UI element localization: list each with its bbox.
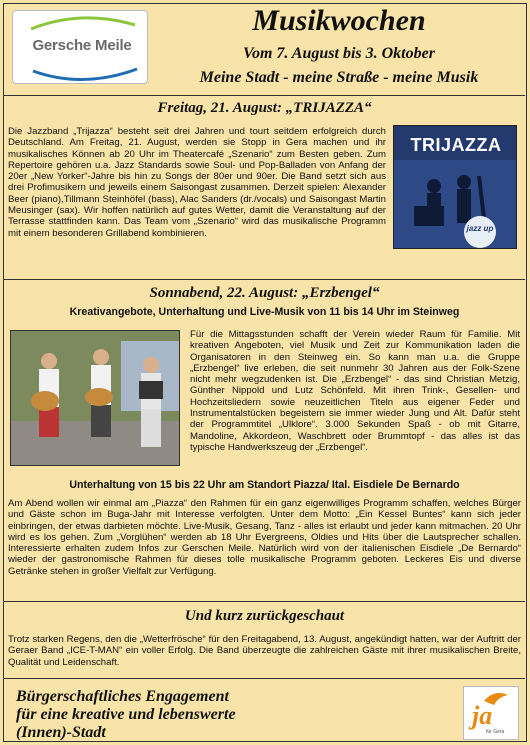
footer-line-2: für eine kreative und lebenswerte	[16, 706, 236, 723]
ja-fuer-gera-logo	[463, 686, 519, 740]
section-trijazza-text: Die Jazzband „Trijazza“ besteht seit drei Jahren und tourt seitdem erfolgreich durch Deutschland. Am Freitag, 21. August, werden sie Stopp in Gera machen und ihr musikalisches Können ab 20 Uhr im Theatercafé „Szenario“ zum Besten geben. Zum Repertoire gehören u.a. Jazz Standards sowie Soul- und Pop-Balladen von Anfang der 20er „New Yorker“-Jahre bis hin zu Songs der 80er und 90er. Die Band setzt sich aus drei Profimusikern und jeweils einem Saisongast zusammen. Derzeit spielen: Alexander Beer (piano),Tillmann Steinhöfel (bass), Alac Sanders (dr./vocals) und Saisongast Martin Meusinger (sax). Wir hoffen natürlich auf gutes Wetter, damit die Veranstaltung auf der Terrasse stattfinden kann. Das Team vom „Szenario“ wird das musikalische Programm mit einem besonderen Grillabend kombinieren.	[8, 126, 386, 239]
page-title: Musikwochen	[252, 4, 426, 37]
section-piazza-text: Am Abend wollen wir einmal am „Piazza“ den Rahmen für ein ganz eigenwilliges Programm schaffen, welches Bürger und Gäste schon im Buga-Jahr mit Interesse verfolgten. Unter dem Motto: „Ein Kessel Buntes“ kann sich jeder einbringen, der etwas darbieten möchte. Live-Musik, Gesang, Tanz - alles ist erlaubt und jeder kann mitmachen. 20 Uhr wird es los gehen. Zum „Vorglühen“ werden ab 18 Uhr Evergreens, Oldies und Hits über die Lautsprecher schallen. Interessierte erhalten zudem Infos zur Gerschen Meile. Natürlich wird von der italienischen Eisdiele „De Bernardo“ wieder der gastronomische Rahmen für dieses tolle musikalische Programm geboten. Leckeres Eis und diverse Getränke stehen in großer Vielfalt zur Verfügung.	[8, 498, 521, 577]
section-erzbengel-text: Für die Mittagsstunden schafft der Verein wieder Raum für Familie. Mit kreativen Angeboten, viel Musik und Zeit zur Kommunikation laden die Organisatoren in den Steinweg ein. So kann man u.a. die Gruppe „Erzbengel“ live erleben, die seit nunmehr 30 Jahren aus der Folk-Szene nicht mehr wegzudenken ist. Die „Erzbengel“ - das sind Christian Metzig, Günther Nippold und Lutz Schönfeld. Mit ihren Trink-, Gesellen- und Hochzeitsliedern sowie neuzeitlichen Titeln aus eigener Feder und Instrumentalstücken begeistern sie immer wieder Jung und Alt. Dafür steht der Programmtitel „Ulklore“. 3.000 Sekunden Spaß - ob mit Gitarre, Mandoline, Akkordeon, Waschbrett oder Brummtopf - das alles ist das typische Handwerkszeug der „Erzbengel“.	[190, 329, 520, 453]
date-range: Vom 7. August bis 3. Oktober	[243, 45, 435, 62]
divider	[4, 601, 525, 602]
trijazza-album-image	[393, 125, 517, 249]
header	[4, 4, 525, 94]
footer-line-3: (Innen)-Stadt	[16, 724, 106, 741]
section-review-heading: Und kurz zurückgeschaut	[184, 608, 345, 624]
gersche-meile-logo	[12, 10, 148, 84]
section-erzbengel-heading: Sonnabend, 22. August: „Erzbengel“	[149, 285, 380, 301]
erzbengel-band-photo	[10, 330, 180, 466]
slogan: Meine Stadt - meine Straße - meine Musik	[199, 69, 479, 86]
section-erzbengel-subheading: Kreativangebote, Unterhaltung und Live-Musik von 11 bis 14 Uhr im Steinweg	[69, 306, 460, 318]
logo-text: Gersche Meile	[32, 37, 132, 54]
album-title: TRIJAZZA	[410, 135, 502, 155]
section-trijazza-heading: Freitag, 21. August: „TRIJAZZA“	[157, 100, 372, 116]
footer-slogan	[16, 688, 356, 742]
divider	[4, 95, 525, 96]
divider	[4, 678, 525, 679]
band-photo-illustration	[11, 331, 180, 466]
footer-line-1: Bürgerschaftliches Engagement	[16, 688, 229, 705]
ja-logo-subtext: für Gera	[486, 729, 505, 735]
jazz-up-badge: jazz up	[464, 216, 496, 248]
divider	[4, 279, 525, 280]
ja-logo-text: ja	[472, 701, 493, 730]
section-piazza-subheading: Unterhaltung von 15 bis 22 Uhr am Standort Piazza/ Ital. Eisdiele De Bernardo	[69, 479, 460, 491]
section-review-text: Trotz starken Regens, den die „Wetterfrösche“ für den Freitagabend, 13. August, angekündigt hatten, war der Auftritt der Geraer Band „ICE-T-MAN“ ein voller Erfolg. Die Band überzeugte die zahlreichen Gäste mit ihrer musikalischen Breite, Qualität und Leidenschaft.	[8, 634, 521, 668]
flyer-page	[3, 3, 527, 742]
